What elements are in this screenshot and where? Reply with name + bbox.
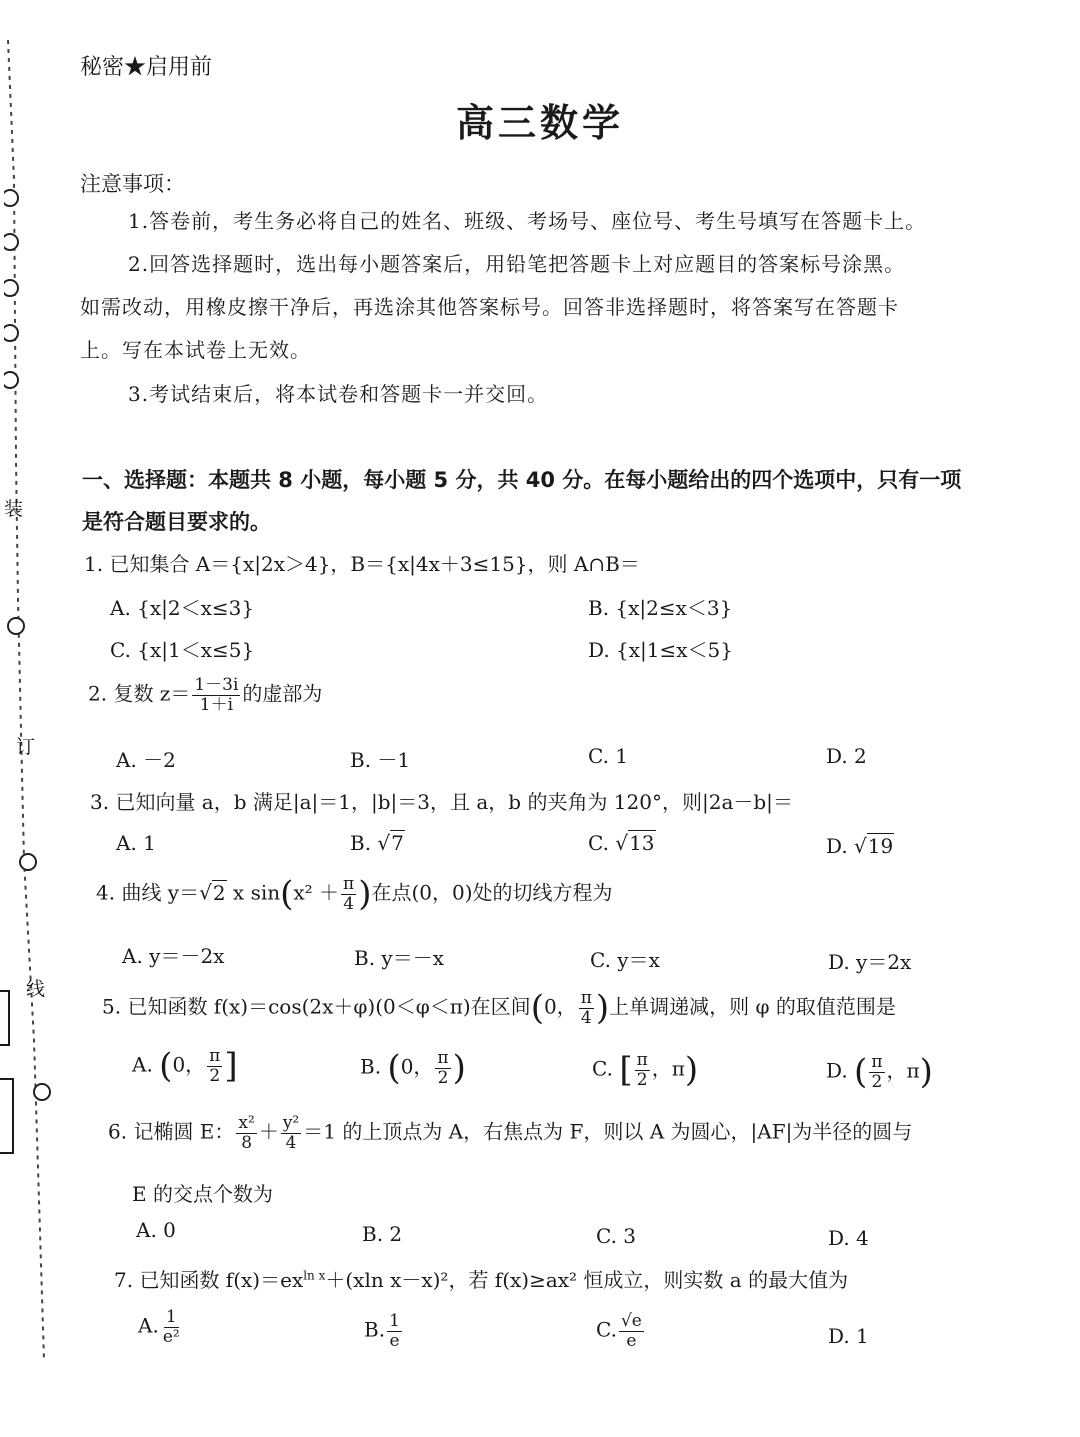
question-4-fraction-numerator: π: [343, 873, 355, 894]
question-6-fraction-1-denominator: 8: [241, 1132, 253, 1153]
question-7-option-c-denominator: e: [626, 1330, 637, 1351]
question-2-fraction: [192, 676, 240, 714]
question-3-option-c-radicand: 13: [629, 831, 655, 855]
section-heading-line-1: 一、选择题：本题共 8 小题，每小题 5 分，共 40 分。在每小题给出的四个选项中，只有一项: [82, 468, 962, 492]
question-3-option-d-radicand: 19: [867, 834, 894, 858]
question-1-option-a: A. {x|2＜x≤3}: [110, 596, 255, 620]
question-5-option-b-label: B.: [360, 1054, 382, 1079]
question-5-option-c-denominator: 2: [636, 1069, 648, 1090]
notice-item-2-line-1: 2.回答选择题时，选出每小题答案后，用铅笔把答题卡上对应题目的答案标号涂黑。: [128, 252, 906, 276]
question-4-stem-radicand: 2: [212, 880, 226, 905]
question-6-plus: ＋: [258, 1119, 279, 1144]
question-5-option-c-label: C.: [592, 1056, 613, 1081]
question-5-option-d-right: ，π: [886, 1058, 920, 1083]
question-5-option-d-numerator: π: [871, 1051, 883, 1072]
binding-label-zhuang: 装: [4, 498, 24, 520]
notice-item-1: 1.答卷前，考生务必将自己的姓名、班级、考场号、座位号、考生号填写在答题卡上。: [128, 209, 927, 233]
question-5-interval-left: 0，: [543, 994, 577, 1019]
question-6-option-c: C. 3: [596, 1224, 637, 1248]
question-2-stem-suffix: 的虚部为: [242, 681, 323, 706]
question-3-option-c: [588, 831, 656, 855]
question-6-option-a: A. 0: [136, 1218, 176, 1242]
question-6-fraction-2: [281, 1114, 301, 1152]
notice-heading: 注意事项：: [80, 172, 185, 196]
question-7-option-b: [364, 1312, 404, 1350]
question-5-option-c: C. [ $\frac{\pi}{2}$ ，π): [592, 1049, 699, 1090]
question-5-option-c-fraction: [635, 1051, 650, 1089]
question-5-option-c-right: ，π: [651, 1056, 685, 1081]
question-3-option-c-prefix: C. √: [588, 831, 629, 855]
question-7-option-a: [138, 1308, 184, 1346]
question-5-option-b-left: 0，: [400, 1054, 434, 1079]
binding-label-ding: 订: [16, 736, 36, 758]
question-1-option-b: B. {x|2≤x＜3}: [588, 596, 733, 620]
binding-label-xian: 线: [26, 978, 46, 1000]
question-7-option-d: D. 1: [828, 1324, 869, 1348]
question-4-fraction: [341, 875, 356, 913]
binding-margin-line: [4, 40, 52, 1360]
question-7-stem-prefix: 7. 已知函数 f(x)＝ex: [114, 1268, 304, 1292]
question-4-stem-prefix: 4. 曲线 y＝√: [96, 880, 212, 905]
question-7-option-c: [596, 1312, 646, 1350]
question-5-option-b-denominator: 2: [437, 1067, 449, 1088]
question-1-option-c: C. {x|1＜x≤5}: [110, 638, 255, 662]
question-7-stem-superscript: ln x: [303, 1268, 326, 1283]
question-6-stem: [108, 1114, 912, 1152]
question-7-option-b-label: B.: [364, 1317, 386, 1342]
question-4-stem-suffix: 在点(0，0)处的切线方程为: [371, 880, 613, 905]
question-5-option-c-numerator: π: [636, 1049, 648, 1070]
question-6-stem-line-2: E 的交点个数为: [132, 1182, 273, 1206]
question-7-stem: [114, 1264, 848, 1293]
question-4-option-b: B. y＝－x: [354, 946, 444, 970]
question-2-stem: [88, 676, 322, 714]
question-7-option-a-label: A.: [138, 1313, 159, 1338]
question-5-option-d: D. ( $\frac{\pi}{2}$ ，π): [826, 1051, 933, 1092]
question-6-fraction-2-denominator: 4: [285, 1132, 297, 1153]
question-7-option-b-fraction: [387, 1312, 402, 1350]
question-6-stem-prefix: 6. 记椭圆 E：: [108, 1119, 235, 1144]
notice-item-3: 3.考试结束后，将本试卷和答题卡一并交回。: [128, 382, 549, 406]
question-3-option-b-prefix: B. √: [350, 831, 391, 855]
question-6-option-b: B. 2: [362, 1222, 403, 1246]
question-6-option-d: D. 4: [828, 1226, 869, 1250]
question-5-fraction-numerator: π: [580, 987, 592, 1008]
question-2-option-c: C. 1: [588, 744, 629, 768]
binding-box-mark: [0, 990, 10, 1046]
question-6-stem-suffix: ＝1 的上顶点为 A，右焦点为 F，则以 A 为圆心，|AF|为半径的圆与: [303, 1119, 913, 1144]
binding-box-mark: [0, 1078, 14, 1154]
question-4-stem-mid: x sin: [226, 880, 281, 905]
question-5-option-b-numerator: π: [437, 1047, 449, 1068]
question-1-option-d: D. {x|1≤x＜5}: [588, 638, 733, 662]
section-heading-line-2: 是符合题目要求的。: [82, 510, 271, 534]
question-4-fraction-denominator: 4: [343, 893, 355, 914]
question-4-option-c: C. y＝x: [590, 948, 660, 972]
question-5-stem-suffix: 上单调递减，则 φ 的取值范围是: [609, 994, 896, 1019]
question-3-option-d: [826, 834, 894, 858]
question-5-option-d-label: D.: [826, 1058, 848, 1083]
question-5-stem: 5. 已知函数 f(x)＝cos(2x＋φ)(0＜φ＜π)在区间(0， $\frac{\pi}{4}$ )上单调递减，则 φ 的取值范围是: [102, 987, 896, 1028]
question-3-stem: 3. 已知向量 a，b 满足|a|＝1，|b|＝3，且 a，b 的夹角为 120°，则|2a－b|＝: [90, 790, 793, 814]
question-3-option-d-prefix: D. √: [826, 834, 867, 858]
question-6-fraction-1-numerator: x²: [238, 1113, 255, 1133]
secret-label: 秘密★启用前: [80, 55, 213, 80]
question-2-fraction-numerator: 1－3i: [194, 675, 239, 695]
notice-item-2-line-3: 上。写在本试卷上无效。: [80, 338, 311, 362]
question-2-option-d: D. 2: [826, 744, 867, 768]
question-6-fraction-2-numerator: y²: [282, 1113, 300, 1133]
notice-item-2-line-2: 如需改动，用橡皮擦干净后，再选涂其他答案标号。回答非选择题时，将答案写在答题卡: [80, 295, 899, 319]
question-7-option-a-fraction: [161, 1308, 182, 1346]
question-5-stem-prefix: 5. 已知函数 f(x)＝cos(2x＋φ)(0＜φ＜π)在区间: [102, 994, 531, 1019]
question-1-stem: 1. 已知集合 A＝{x|2x＞4}，B＝{x|4x＋3≤15}，则 A∩B＝: [84, 552, 640, 576]
question-7-stem-suffix: ＋(xln x－x)²，若 f(x)≥ax² 恒成立，则实数 a 的最大值为: [325, 1268, 849, 1292]
question-7-option-c-label: C.: [596, 1317, 617, 1342]
question-5-fraction-denominator: 4: [580, 1007, 592, 1028]
question-7-option-a-denominator: e²: [162, 1326, 180, 1347]
question-5-option-b-fraction: [435, 1049, 450, 1087]
question-7-option-a-numerator: 1: [165, 1307, 177, 1327]
question-5-option-a-fraction: [207, 1047, 222, 1085]
question-5-option-d-denominator: 2: [871, 1071, 883, 1092]
question-7-option-b-denominator: e: [389, 1330, 400, 1351]
question-3-option-b-radicand: 7: [391, 831, 404, 855]
question-2-stem-prefix: 2. 复数 z＝: [88, 681, 191, 706]
question-4-inner: x² ＋: [293, 880, 340, 905]
question-7-option-b-numerator: 1: [389, 1311, 400, 1331]
question-4-stem: 4. 曲线 y＝√2 x sin(x² ＋ $\frac{\pi}{4}$ )在点(0，0)处的切线方程为: [96, 873, 613, 914]
page-title: 高三数学: [455, 101, 624, 145]
question-5-fraction: [579, 989, 594, 1027]
question-5-option-b: B. (0， $\frac{\pi}{2}$ ): [360, 1047, 466, 1088]
question-7-option-c-numerator: √e: [620, 1311, 642, 1331]
question-2-option-a: A. －2: [116, 748, 176, 772]
question-2-fraction-denominator: 1＋i: [199, 694, 234, 715]
question-5-option-a-left: 0，: [172, 1052, 206, 1077]
question-5-option-a-label: A.: [132, 1052, 153, 1077]
question-5-option-a: A. (0， $\frac{\pi}{2}$ ]: [132, 1045, 238, 1086]
question-5-option-d-fraction: [869, 1053, 884, 1091]
question-3-option-b: [350, 831, 405, 855]
question-2-option-b: B. －1: [350, 748, 411, 772]
question-5-option-a-denominator: 2: [209, 1065, 221, 1086]
question-3-option-a: A. 1: [116, 831, 156, 855]
question-7-option-c-fraction: [619, 1312, 644, 1350]
question-4-option-a: A. y＝－2x: [122, 944, 225, 968]
question-6-fraction-1: [236, 1114, 256, 1152]
question-4-option-d: D. y＝2x: [828, 950, 912, 974]
question-5-option-a-numerator: π: [209, 1045, 221, 1066]
